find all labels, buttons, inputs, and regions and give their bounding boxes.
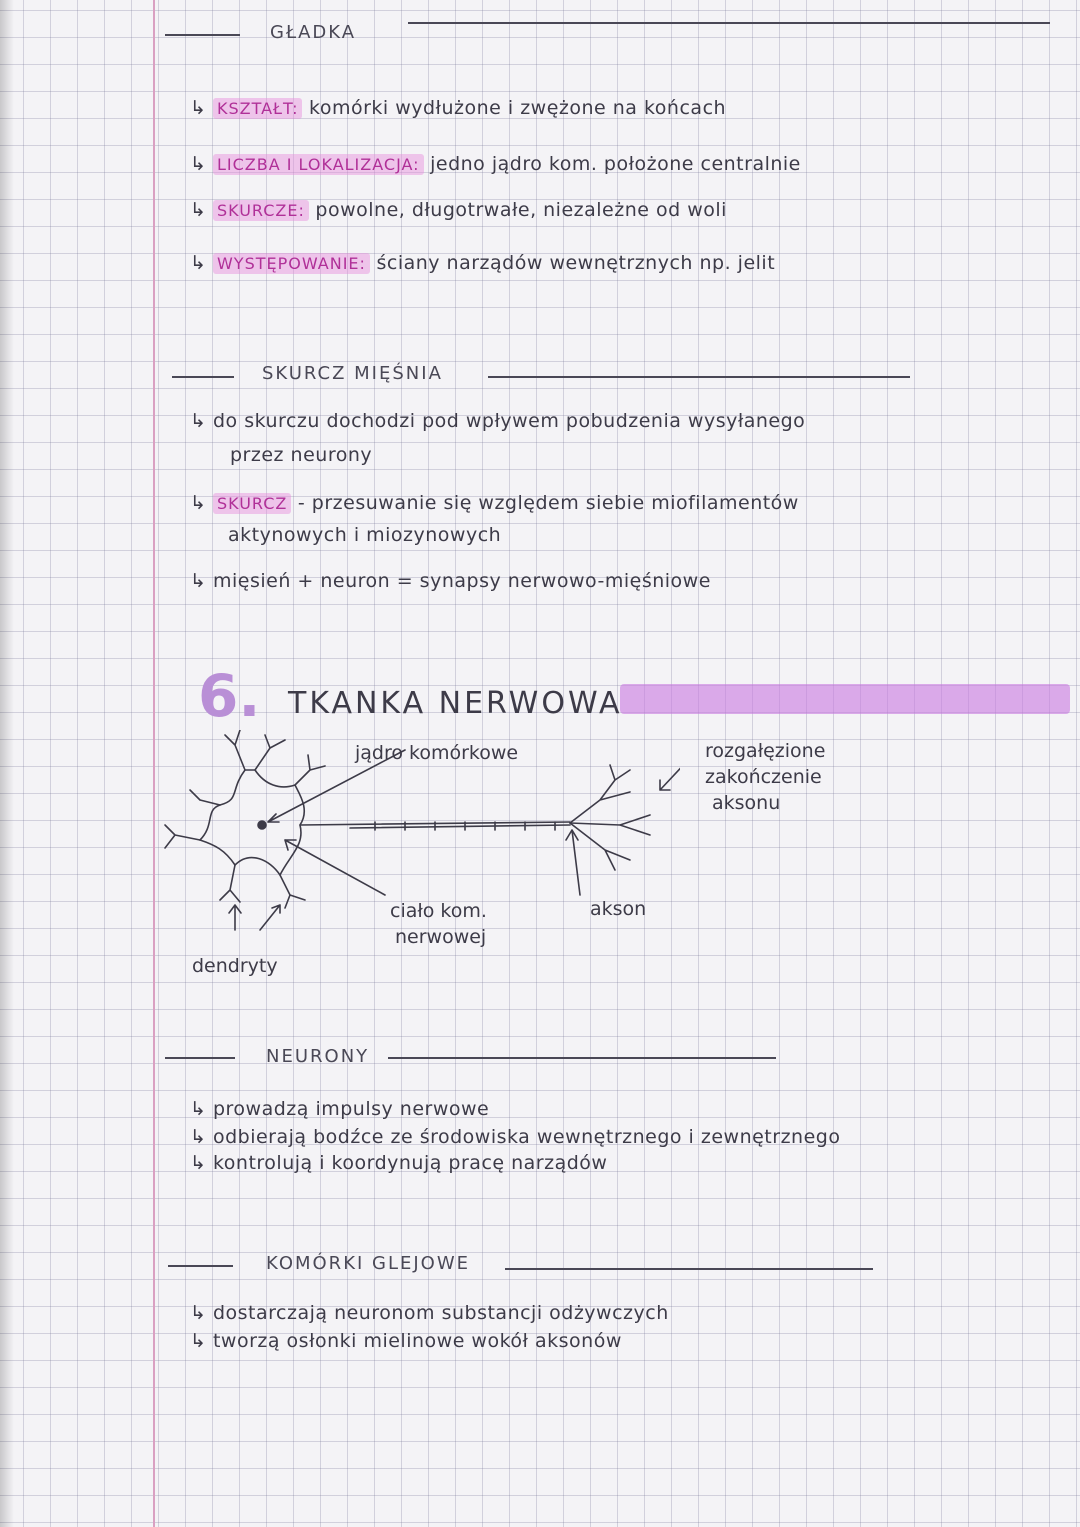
arrow-icon: ↳	[190, 410, 207, 432]
item-text: - przesuwanie się względem siebie miofilamentów	[297, 492, 799, 514]
item-text: tworzą osłonki mielinowe wokół aksonów	[212, 1330, 622, 1352]
item-text: ściany narządów wewnętrznych np. jelit	[376, 252, 776, 274]
list-item	[190, 153, 801, 175]
dendrite	[225, 730, 245, 770]
section-title: SKURCZ MIĘŚNIA	[262, 363, 443, 384]
item-label: SKURCZ	[213, 493, 291, 514]
dendrite	[280, 875, 305, 908]
nucleus	[258, 821, 266, 829]
section-title: NEURONY	[266, 1046, 370, 1067]
arrow-icon: ↳	[190, 1152, 207, 1174]
item-text: dostarczają neuronom substancji odżywczych	[212, 1302, 669, 1324]
heading-rule-right	[488, 376, 910, 378]
arrow-to-dendrite	[260, 905, 280, 930]
list-item	[190, 1152, 607, 1174]
item-label: LICZBA I LOKALIZACJA:	[213, 154, 424, 175]
section-title: GŁADKA	[270, 22, 357, 43]
heading-rule-left	[165, 1057, 235, 1059]
dendrite	[255, 735, 285, 770]
dendrite	[165, 825, 200, 848]
arrow-icon: ↳	[190, 570, 207, 592]
label-axon-terminal-1: rozgałęzione	[705, 740, 826, 762]
heading-rule-left	[165, 34, 240, 36]
dendrite	[295, 755, 325, 785]
list-item	[190, 199, 727, 221]
label-axon-terminal-2: zakończenie	[705, 766, 822, 788]
list-item	[190, 97, 726, 119]
arrow-icon: ↳	[190, 1098, 207, 1120]
arrow-to-terminal	[660, 758, 680, 790]
item-text: powolne, długotrwałe, niezależne od woli	[315, 199, 727, 221]
item-label: WYSTĘPOWANIE:	[213, 253, 370, 274]
list-item	[190, 1126, 840, 1148]
arrow-to-axon	[566, 830, 580, 895]
list-item	[190, 252, 775, 274]
section-number: 6.	[198, 662, 261, 730]
heading-rule-right	[505, 1268, 873, 1270]
arrow-icon: ↳	[190, 492, 207, 514]
heading-rule-right	[388, 1057, 776, 1059]
item-text-continued: przez neurony	[230, 444, 373, 466]
arrow-icon: ↳	[190, 1302, 207, 1324]
item-text: jedno jądro kom. położone centralnie	[430, 153, 801, 175]
label-cell-body-1: ciało kom.	[390, 900, 487, 922]
list-item	[190, 410, 805, 432]
dendrite	[190, 790, 220, 805]
label-nucleus: jądro komórkowe	[355, 742, 519, 764]
arrow-icon: ↳	[190, 1126, 207, 1148]
item-label: KSZTAŁT:	[213, 98, 302, 119]
margin-line	[153, 0, 155, 1527]
page-shadow	[0, 0, 14, 1527]
label-axon: akson	[590, 898, 647, 920]
item-text: odbierają bodźce ze środowiska wewnętrznego i zewnętrznego	[212, 1126, 841, 1148]
label-axon-terminal-3: aksonu	[712, 792, 781, 814]
arrow-to-dendrite	[229, 905, 241, 930]
item-text: komórki wydłużone i zwężone na końcach	[309, 97, 727, 119]
list-item	[190, 1302, 669, 1324]
list-item	[190, 1098, 489, 1120]
item-text: kontrolują i koordynują pracę narządów	[212, 1152, 608, 1174]
axon-sheath	[350, 825, 570, 828]
section-title: TKANKA NERWOWA	[288, 686, 623, 721]
arrow-icon: ↳	[190, 1330, 207, 1352]
item-text: do skurczu dochodzi pod wpływem pobudzenia wysyłanego	[212, 410, 806, 432]
axon-terminal	[570, 823, 630, 870]
item-text: prowadzą impulsy nerwowe	[212, 1098, 490, 1120]
arrow-icon: ↳	[190, 97, 207, 119]
label-cell-body-2: nerwowej	[395, 926, 487, 948]
heading-rule-left	[168, 1265, 233, 1267]
arrow-to-body	[285, 840, 385, 895]
arrow-icon: ↳	[190, 199, 207, 221]
title-highlight	[620, 684, 1070, 714]
arrow-icon: ↳	[190, 153, 207, 175]
label-dendrites: dendryty	[192, 955, 278, 977]
axon-terminal	[570, 765, 630, 823]
list-item	[190, 1330, 622, 1352]
item-label: SKURCZE:	[213, 200, 309, 221]
arrow-icon: ↳	[190, 252, 207, 274]
item-text-continued: aktynowych i miozynowych	[228, 524, 502, 546]
cell-body	[200, 770, 304, 875]
dendrite	[220, 865, 240, 902]
heading-rule-left	[172, 376, 234, 378]
item-text: mięsień + neuron = synapsy nerwowo-mięśniowe	[212, 570, 711, 592]
list-item	[190, 492, 799, 514]
heading-rule-right	[408, 22, 1050, 24]
section-title: KOMÓRKI GLEJOWE	[266, 1253, 471, 1274]
list-item	[190, 570, 711, 592]
